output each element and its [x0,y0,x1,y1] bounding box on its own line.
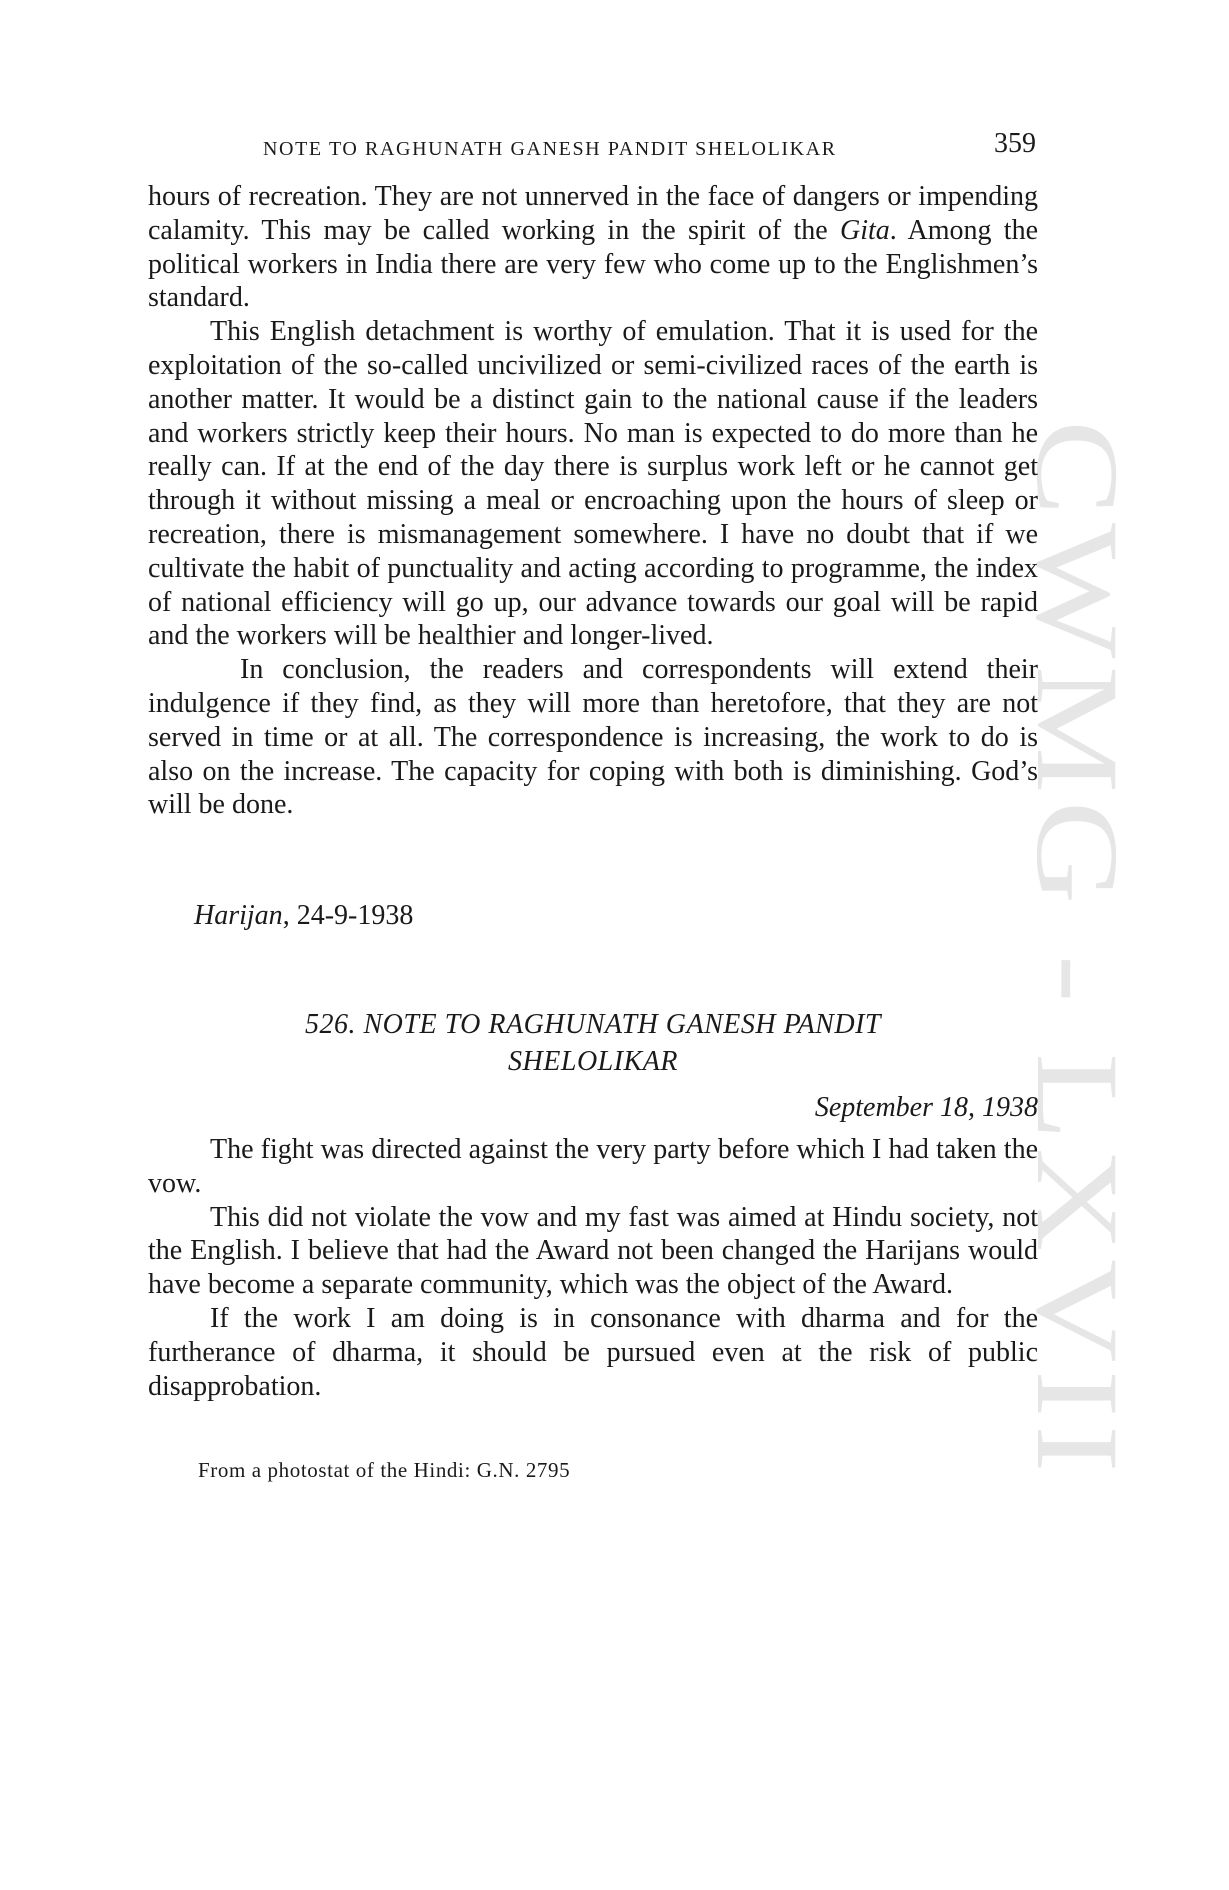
footnote: From a photostat of the Hindi: G.N. 2795 [198,1458,571,1482]
paragraph-3: In conclusion, the readers and correspondents will extend their indulgence if they find, as they will more than heretofore, that they are not served in time or at all. The correspondence is increasing, the work to do is also on the increase. The capacity for coping with both is diminishing. God’s will be done. [148,654,1038,821]
running-head [148,128,1038,168]
source-date: , 24-9-1938 [282,900,414,931]
source-citation [194,900,413,932]
paragraph-5: This did not violate the vow and my fast was aimed at Hindu society, not the English. I believe that had the Award not been changed the Harijans would have become a separate community, which was the object of the Award. [148,1201,1038,1301]
section-1-body [148,180,1038,822]
heading-line-1: 526. NOTE TO RAGHUNATH GANESH PANDIT [305,1009,881,1040]
paragraph-1: hours of recreation. They are not unnerved in the face of dangers or impending calamity. This may be called working in the spirit of the Gita. Among the political workers in India there are very few who come up to the Englishmen’s standard. [148,181,1038,314]
document-heading [148,1006,1038,1080]
source-publication: Harijan [194,900,283,931]
paragraph-4: The fight was directed against the very party before which I had taken the vow. [148,1134,1038,1199]
document-date: September 18, 1938 [814,1092,1038,1123]
section-2-body [148,1133,1038,1403]
page-number: 359 [994,128,1036,159]
paragraph-6: If the work I am doing is in consonance with dharma and for the furtherance of dharma, it should be pursued even at the risk of public disapprobation. [148,1302,1038,1402]
italic-term: Gita [839,214,890,246]
heading-line-2: SHELOLIKAR [508,1046,678,1077]
running-title: NOTE TO RAGHUNATH GANESH PANDIT SHELOLIKAR [263,138,837,160]
paragraph-2: This English detachment is worthy of emulation. That it is used for the exploitation of the so-called uncivilized or semi-civilized races of the earth is another matter. It would be a distinct gain to the national cause if the leaders and workers strictly keep their hours. No man is expected to do more than he really can. If at the end of the day there is surplus work left or he cannot get through it without missing a meal or encroaching upon the hours of sleep or recreation, there is mismanagement somewhere. I have no doubt that if we cultivate the habit of punctuality and acting according to programme, the index of national efficiency will go up, our advance towards our goal will be rapid and the workers will be healthier and longer-lived. [148,316,1038,652]
watermark-text: CWMG - LXVII [1012,420,1143,1292]
